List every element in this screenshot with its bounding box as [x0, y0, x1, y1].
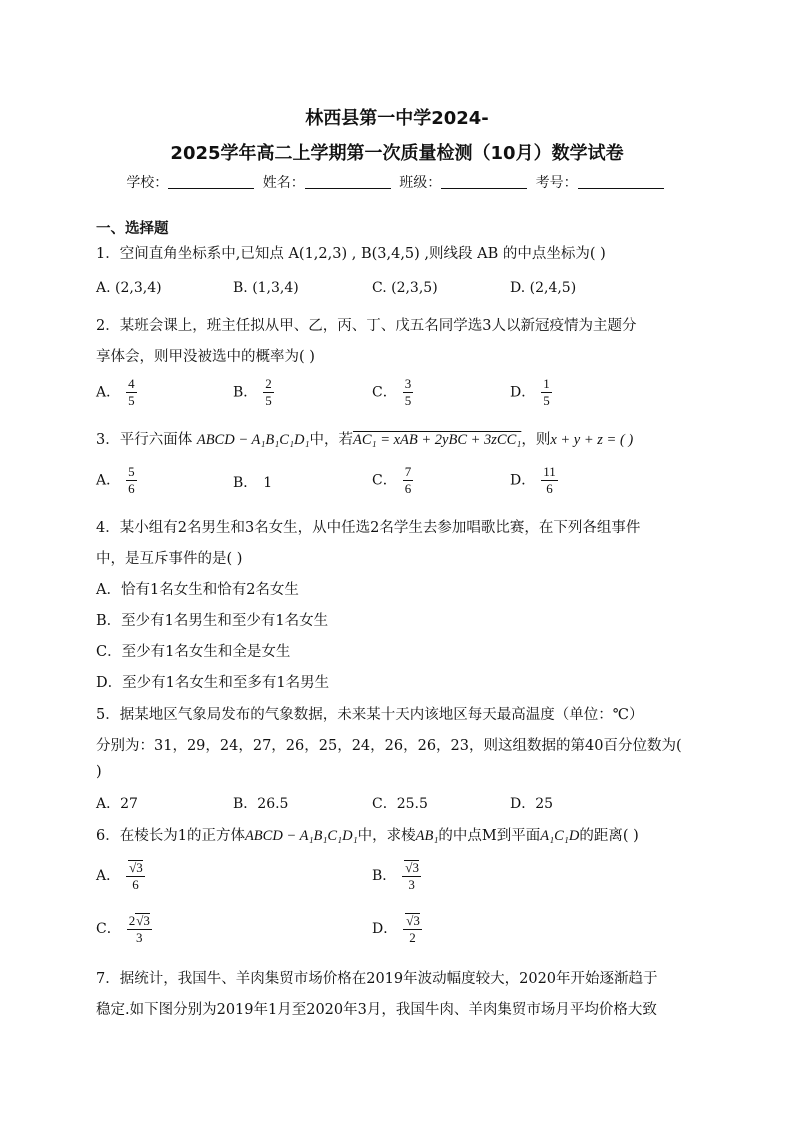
school-blank[interactable] — [168, 174, 254, 189]
radical: √ 3 — [404, 860, 419, 875]
q2-option-b — [233, 377, 274, 408]
q3-option-d-label: D． — [510, 472, 536, 489]
q6-stem-a: 6．在棱长为1的正方体 — [96, 828, 245, 844]
q3-option-d-fraction — [541, 465, 558, 496]
q6-option-a — [96, 860, 145, 892]
q1-stem: 1．空间直角坐标系中,已知点 A(1,2,3) , B(3,4,5) ,则线段 AB 的中点坐标为( ) — [96, 246, 606, 262]
q5-stem-line-1: 5．据某地区气象局发布的气象数据，未来某十天内该地区每天最高温度（单位：℃） — [96, 707, 644, 723]
q5-option-b: B．26.5 — [233, 796, 289, 812]
name-label: 姓名： — [262, 175, 305, 191]
name-blank[interactable] — [305, 174, 391, 189]
q3-option-c — [372, 465, 413, 496]
q1-option-d: D. (2,4,5) — [510, 280, 577, 296]
q3-option-b-label: B． — [233, 475, 258, 491]
q3-option-a-fraction — [126, 465, 137, 496]
fraction-denominator: 2 — [409, 930, 416, 945]
radical: √ 3 — [128, 860, 143, 875]
fraction-numerator — [127, 913, 152, 930]
q1-option-a: A. (2,3,4) — [96, 280, 162, 296]
q3-option-b-value: 1 — [263, 475, 273, 491]
q2-option-d-label: D． — [510, 384, 536, 401]
q1-option-c: C. (2,3,5) — [372, 280, 438, 296]
fraction-denominator: 5 — [128, 393, 135, 408]
exam-number-blank[interactable] — [578, 174, 664, 189]
fraction-denominator: 6 — [404, 481, 412, 496]
q4-option-d: D．至少有1名女生和至多有1名男生 — [96, 675, 330, 691]
title-line-1: 林西县第一中学2024- — [305, 108, 489, 129]
section-title: 一、选择题 — [96, 221, 169, 237]
q4-option-c: C．至少有1名女生和全是女生 — [96, 644, 291, 660]
q2-option-d-fraction — [541, 377, 552, 408]
q6-option-a-label: A． — [96, 868, 121, 884]
fraction-numerator — [402, 860, 421, 877]
q6-stem-c: 中，求棱 — [357, 828, 416, 844]
q2-option-d — [510, 377, 552, 408]
fraction-numerator: 4 — [128, 376, 135, 391]
q2-option-a-fraction — [126, 377, 137, 408]
q3-option-c-label: C． — [372, 472, 397, 489]
q2-option-a-label: A． — [96, 384, 121, 401]
q3-stem-tail: ，则 — [521, 432, 551, 448]
q6-option-a-fraction — [126, 860, 145, 892]
q3-option-d — [510, 465, 558, 496]
fraction-denominator: 5 — [265, 393, 272, 408]
q6-option-c-label: C． — [96, 921, 121, 937]
coefficient: 2 — [128, 913, 136, 928]
q5-stem-line-2: 分别为：31，29，24，27，26，25，24，26，26，23，则这组数据的第40百分位数为( — [96, 738, 682, 754]
class-blank[interactable] — [441, 174, 527, 189]
title-line-2: 2025学年高二上学期第一次质量检测（10月）数学试卷 — [170, 143, 624, 164]
q5-option-c: C．25.5 — [372, 796, 428, 812]
q6-option-b — [372, 860, 421, 892]
q6-stem-g: 的距离( ) — [579, 828, 639, 844]
school-label: 学校： — [126, 175, 169, 191]
fraction-denominator: 6 — [546, 481, 553, 496]
q3-option-a-label: A． — [96, 472, 121, 489]
q6-stem-e: 的中点M到平面 — [438, 828, 541, 844]
q6-option-b-fraction — [402, 860, 421, 892]
q2-option-c-fraction — [403, 377, 414, 408]
q2-stem-line-1: 2．某班会课上，班主任拟从甲、乙，丙、丁、戊五名同学选3人以新冠疫情为主题分 — [96, 318, 637, 334]
q2-option-c-label: C． — [372, 384, 397, 401]
fraction-denominator: 5 — [543, 393, 550, 408]
q6-plane-name: A₁C₁D — [540, 828, 580, 844]
q6-option-d-label: D． — [372, 921, 398, 937]
q6-option-c — [96, 913, 152, 945]
student-info-row — [0, 172, 794, 192]
q2-option-a — [96, 377, 137, 408]
q2-option-c — [372, 377, 413, 408]
q4-stem-line-1: 4．某小组有2名男生和3名女生，从中任选2名学生去参加唱歌比赛，在下列各组事件 — [96, 520, 641, 536]
radical: √ 3 — [135, 913, 150, 928]
q6-option-d-fraction — [403, 913, 422, 945]
q3-option-c-fraction — [403, 465, 414, 496]
q5-option-a: A．27 — [96, 796, 138, 812]
q4-option-a: A．恰有1名女生和恰有2名女生 — [96, 582, 299, 598]
q4-stem-line-2: 中，是互斥事件的是( ) — [96, 551, 243, 567]
q3-ask: x + y + z = ( ) — [550, 432, 634, 448]
q2-option-b-label: B． — [233, 384, 258, 401]
q5-option-d: D．25 — [510, 796, 554, 812]
fraction-denominator: 6 — [128, 481, 135, 496]
q6-option-d — [372, 913, 422, 945]
q3-option-a — [96, 465, 137, 496]
q7-stem-line-1: 7．据统计，我国牛、羊肉集贸市场价格在2019年波动幅度较大，2020年开始逐渐趋于 — [96, 971, 658, 987]
fraction-denominator: 3 — [136, 930, 143, 945]
q5-stem-line-3: ) — [96, 764, 102, 780]
exam-number-label: 考号： — [535, 175, 578, 191]
q1-option-b: B. (1,3,4) — [233, 280, 299, 296]
fraction-numerator — [403, 913, 422, 930]
q4-option-b: B．至少有1名男生和至少有1名女生 — [96, 613, 329, 629]
q7-stem-line-2: 稳定.如下图分别为2019年1月至2020年3月，我国牛肉、羊肉集贸市场月平均价格大致 — [96, 1002, 657, 1018]
fraction-denominator: 6 — [132, 877, 139, 892]
q6-edge-name: AB₁ — [415, 828, 439, 844]
fraction-denominator: 3 — [408, 877, 415, 892]
q3-option-b — [233, 472, 272, 492]
q3-stem-mid: 中，若 — [309, 432, 353, 448]
fraction-numerator: 1 — [543, 376, 550, 391]
q2-option-b-fraction — [263, 377, 274, 408]
class-label: 班级： — [399, 175, 442, 191]
q3-stem — [96, 428, 633, 449]
q2-stem-line-2: 享体会，则甲没被选中的概率为( ) — [96, 349, 315, 365]
q3-stem-prefix: 3．平行六面体 — [96, 432, 193, 448]
radical: √ 3 — [405, 913, 420, 928]
q6-stem — [96, 824, 639, 845]
fraction-numerator: 7 — [404, 464, 412, 479]
fraction-numerator — [126, 860, 145, 877]
fraction-numerator: 11 — [543, 464, 556, 479]
fraction-numerator: 5 — [128, 464, 135, 479]
q6-option-c-fraction — [127, 913, 152, 945]
fraction-numerator: 2 — [265, 376, 272, 391]
q6-option-b-label: B． — [372, 868, 397, 884]
fraction-denominator: 5 — [404, 393, 412, 408]
q3-solid-name: ABCD − A₁B₁C₁D₁ — [196, 432, 310, 448]
q6-solid-name: ABCD − A₁B₁C₁D₁ — [244, 828, 358, 844]
q3-vector-equation: AC₁ = xAB + 2yBC + 3zCC₁ — [353, 432, 522, 448]
fraction-numerator: 3 — [404, 376, 412, 391]
